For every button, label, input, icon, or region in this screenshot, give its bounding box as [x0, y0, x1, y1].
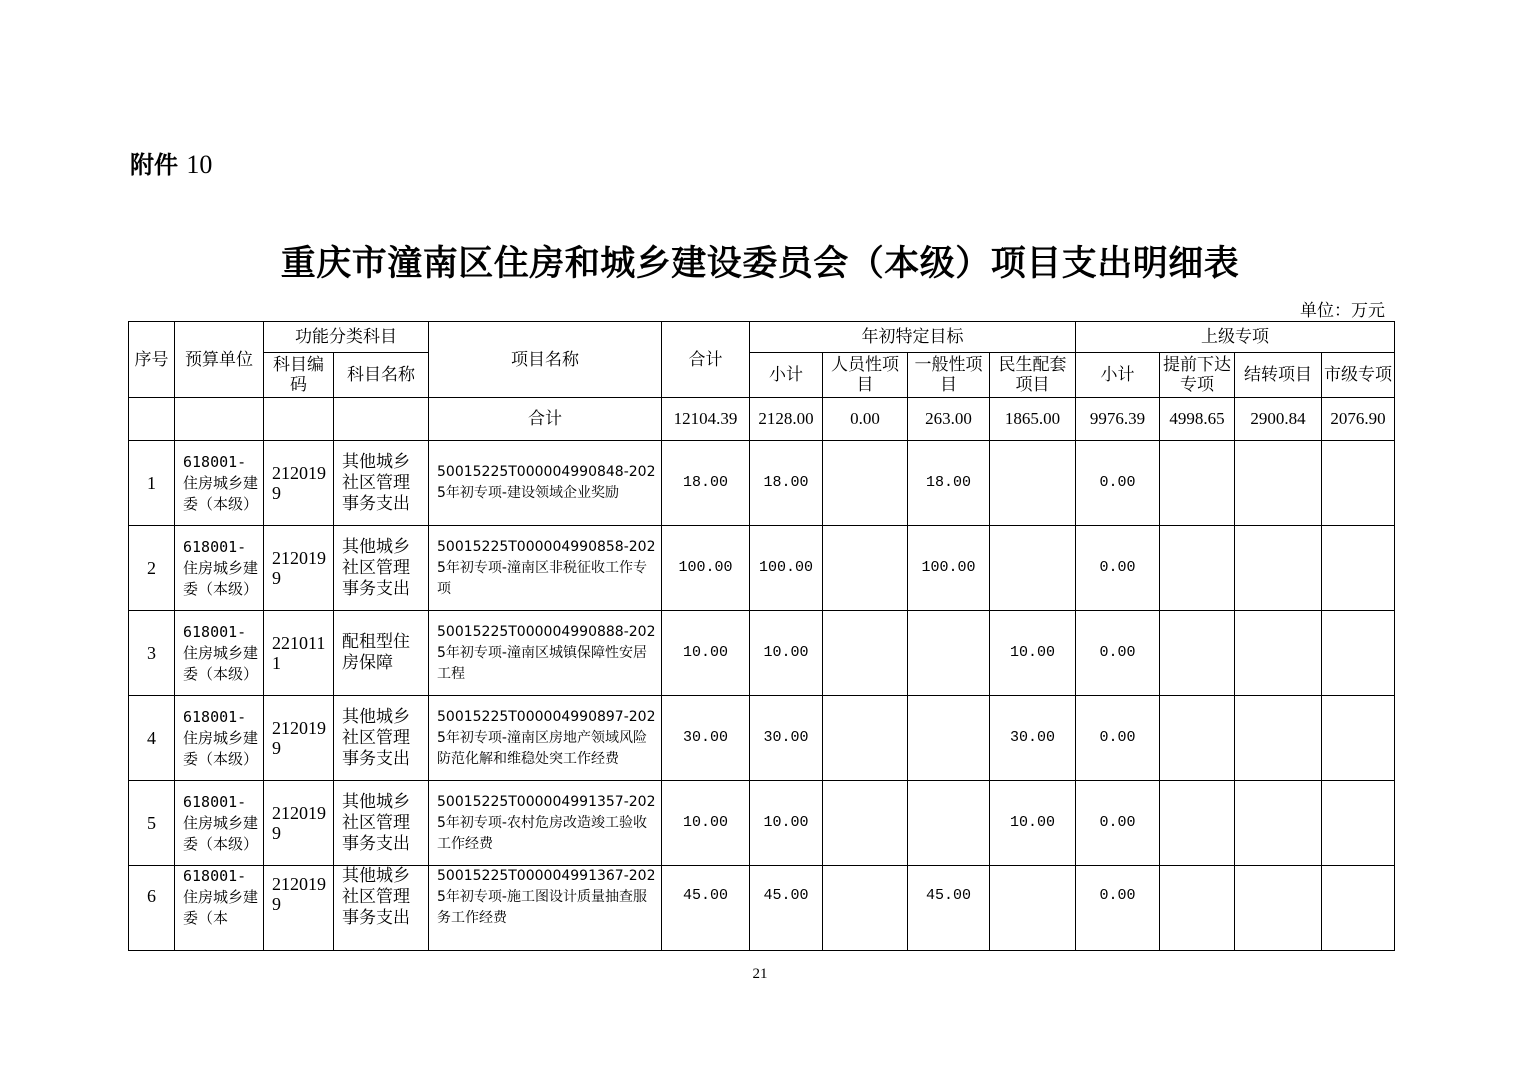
row-at-general [908, 781, 990, 866]
row-at-livelihood [990, 526, 1076, 611]
row-subject-name: 其他城乡社区管理事务支出 [334, 781, 429, 866]
row-total: 10.00 [662, 781, 750, 866]
header-superior-special: 上级专项 [1076, 322, 1395, 353]
row-sp-advance [1160, 781, 1235, 866]
row-subject-code: 2120199 [264, 866, 334, 951]
row-sp-subtotal: 0.00 [1076, 611, 1160, 696]
row-budget-unit-name: 住房城乡建委（本级） [183, 473, 259, 513]
row-sp-carryover [1235, 866, 1322, 951]
row-sp-city [1322, 441, 1395, 526]
row-sp-advance [1160, 866, 1235, 951]
row-sp-subtotal: 0.00 [1076, 441, 1160, 526]
row-budget-unit [175, 441, 264, 526]
row-budget-unit-code: 618001- [183, 707, 247, 726]
row-at-livelihood [990, 441, 1076, 526]
row-budget-unit-code: 618001- [183, 452, 247, 471]
row-sp-city [1322, 781, 1395, 866]
row-subject-code: 2120199 [264, 781, 334, 866]
row-seq: 1 [129, 441, 175, 526]
row-at-livelihood: 10.00 [990, 611, 1076, 696]
row-at-general: 100.00 [908, 526, 990, 611]
row-at-livelihood: 10.00 [990, 781, 1076, 866]
row-at-personnel [823, 866, 908, 951]
total-sp-city: 2076.90 [1322, 398, 1395, 441]
header-sp-city: 市级专项 [1322, 353, 1395, 398]
row-sp-advance [1160, 696, 1235, 781]
unit-label: 单位：万元 [1300, 301, 1385, 321]
row-sp-carryover [1235, 526, 1322, 611]
row-at-personnel [823, 611, 908, 696]
row-at-general [908, 696, 990, 781]
row-sp-subtotal: 0.00 [1076, 526, 1160, 611]
header-row-1 [129, 322, 1395, 353]
total-label: 合计 [429, 398, 662, 441]
total-sp-advance: 4998.65 [1160, 398, 1235, 441]
row-sp-subtotal: 0.00 [1076, 866, 1160, 951]
row-total: 45.00 [662, 866, 750, 951]
header-at-general: 一般性项目 [908, 353, 990, 398]
table-row [129, 696, 1395, 781]
row-at-livelihood: 30.00 [990, 696, 1076, 781]
row-sp-city [1322, 526, 1395, 611]
row-budget-unit [175, 781, 264, 866]
row-budget-unit-name: 住房城乡建委（本级） [183, 813, 259, 853]
row-budget-unit-name: 住房城乡建委（本级） [183, 643, 259, 683]
row-seq: 3 [129, 611, 175, 696]
row-project-name: 50015225T000004991367-2025年初专项-施工图设计质量抽查服务工作经费 [429, 866, 662, 951]
header-subject-code: 科目编码 [264, 353, 334, 398]
header-seq: 序号 [129, 322, 175, 398]
total-sp-subtotal: 9976.39 [1076, 398, 1160, 441]
row-sp-carryover [1235, 781, 1322, 866]
row-seq: 4 [129, 696, 175, 781]
row-subject-name: 其他城乡社区管理事务支出 [334, 526, 429, 611]
row-subject-code: 2120199 [264, 696, 334, 781]
row-budget-unit-code: 618001- [183, 867, 247, 885]
row-at-subtotal: 10.00 [750, 781, 823, 866]
row-at-subtotal: 100.00 [750, 526, 823, 611]
row-at-personnel [823, 526, 908, 611]
row-sp-city [1322, 866, 1395, 951]
row-subject-name: 其他城乡社区管理事务支出 [334, 441, 429, 526]
attachment-number: 10 [186, 150, 213, 179]
header-annual-target: 年初特定目标 [750, 322, 1076, 353]
total-sp-carryover: 2900.84 [1235, 398, 1322, 441]
header-total: 合计 [662, 322, 750, 398]
total-at-personnel: 0.00 [823, 398, 908, 441]
row-total: 10.00 [662, 611, 750, 696]
row-total: 30.00 [662, 696, 750, 781]
row-sp-carryover [1235, 696, 1322, 781]
total-at-general: 263.00 [908, 398, 990, 441]
row-sp-subtotal: 0.00 [1076, 781, 1160, 866]
row-at-subtotal: 18.00 [750, 441, 823, 526]
row-budget-unit-name: 住房城乡建委（本级） [183, 558, 259, 598]
row-at-general [908, 611, 990, 696]
row-budget-unit [175, 526, 264, 611]
row-budget-unit-name: 住房城乡建委（本级） [183, 728, 259, 768]
row-project-name: 50015225T000004990888-2025年初专项-潼南区城镇保障性安居工程 [429, 611, 662, 696]
row-sp-subtotal: 0.00 [1076, 696, 1160, 781]
table-row [129, 526, 1395, 611]
row-subject-code: 2120199 [264, 441, 334, 526]
page-number: 21 [752, 966, 768, 982]
attachment-text: 附件 [130, 151, 178, 179]
row-budget-unit [175, 696, 264, 781]
header-sp-subtotal: 小计 [1076, 353, 1160, 398]
row-budget-unit [175, 866, 264, 951]
row-budget-unit [175, 611, 264, 696]
row-sp-advance [1160, 441, 1235, 526]
row-budget-unit-code: 618001- [183, 622, 247, 641]
header-sp-advance: 提前下达专项 [1160, 353, 1235, 398]
row-seq: 6 [129, 866, 175, 951]
header-budget-unit: 预算单位 [175, 322, 264, 398]
row-sp-city [1322, 611, 1395, 696]
row-at-subtotal: 10.00 [750, 611, 823, 696]
table-row [129, 611, 1395, 696]
row-total: 100.00 [662, 526, 750, 611]
row-at-personnel [823, 781, 908, 866]
row-project-name: 50015225T000004990858-2025年初专项-潼南区非税征收工作专项 [429, 526, 662, 611]
header-subject-name: 科目名称 [334, 353, 429, 398]
row-project-name: 50015225T000004990848-2025年初专项-建设领域企业奖励 [429, 441, 662, 526]
row-budget-unit-name: 住房城乡建委（本 [183, 888, 259, 927]
row-subject-name: 其他城乡社区管理事务支出 [334, 696, 429, 781]
row-at-subtotal: 45.00 [750, 866, 823, 951]
row-subject-name: 配租型住房保障 [334, 611, 429, 696]
row-at-personnel [823, 696, 908, 781]
row-at-general: 18.00 [908, 441, 990, 526]
page-title: 重庆市潼南区住房和城乡建设委员会（本级）项目支出明细表 [280, 244, 1240, 284]
row-at-general: 45.00 [908, 866, 990, 951]
attachment-label [130, 145, 212, 180]
row-subject-code: 2120199 [264, 526, 334, 611]
row-seq: 5 [129, 781, 175, 866]
row-total: 18.00 [662, 441, 750, 526]
row-seq: 2 [129, 526, 175, 611]
header-sp-carryover: 结转项目 [1235, 353, 1322, 398]
row-sp-advance [1160, 611, 1235, 696]
row-at-livelihood [990, 866, 1076, 951]
row-sp-carryover [1235, 441, 1322, 526]
header-project-name: 项目名称 [429, 322, 662, 398]
row-budget-unit-code: 618001- [183, 792, 247, 811]
row-subject-name: 其他城乡社区管理事务支出 [334, 866, 429, 951]
row-project-name: 50015225T000004991357-2025年初专项-农村危房改造竣工验收工作经费 [429, 781, 662, 866]
table-row [129, 441, 1395, 526]
table-row [129, 781, 1395, 866]
row-budget-unit-code: 618001- [183, 537, 247, 556]
row-at-subtotal: 30.00 [750, 696, 823, 781]
row-sp-city [1322, 696, 1395, 781]
total-total: 12104.39 [662, 398, 750, 441]
total-at-livelihood: 1865.00 [990, 398, 1076, 441]
total-at-subtotal: 2128.00 [750, 398, 823, 441]
header-at-personnel: 人员性项目 [823, 353, 908, 398]
row-sp-carryover [1235, 611, 1322, 696]
project-expenditure-table [128, 321, 1395, 951]
header-func-class: 功能分类科目 [264, 322, 429, 353]
header-at-subtotal: 小计 [750, 353, 823, 398]
row-project-name: 50015225T000004990897-2025年初专项-潼南区房地产领域风险防范化解和维稳处突工作经费 [429, 696, 662, 781]
row-subject-code: 2210111 [264, 611, 334, 696]
total-row [129, 398, 1395, 441]
header-row-2 [129, 353, 1395, 398]
row-at-personnel [823, 441, 908, 526]
header-at-livelihood: 民生配套项目 [990, 353, 1076, 398]
row-sp-advance [1160, 526, 1235, 611]
table-row [129, 866, 1395, 951]
